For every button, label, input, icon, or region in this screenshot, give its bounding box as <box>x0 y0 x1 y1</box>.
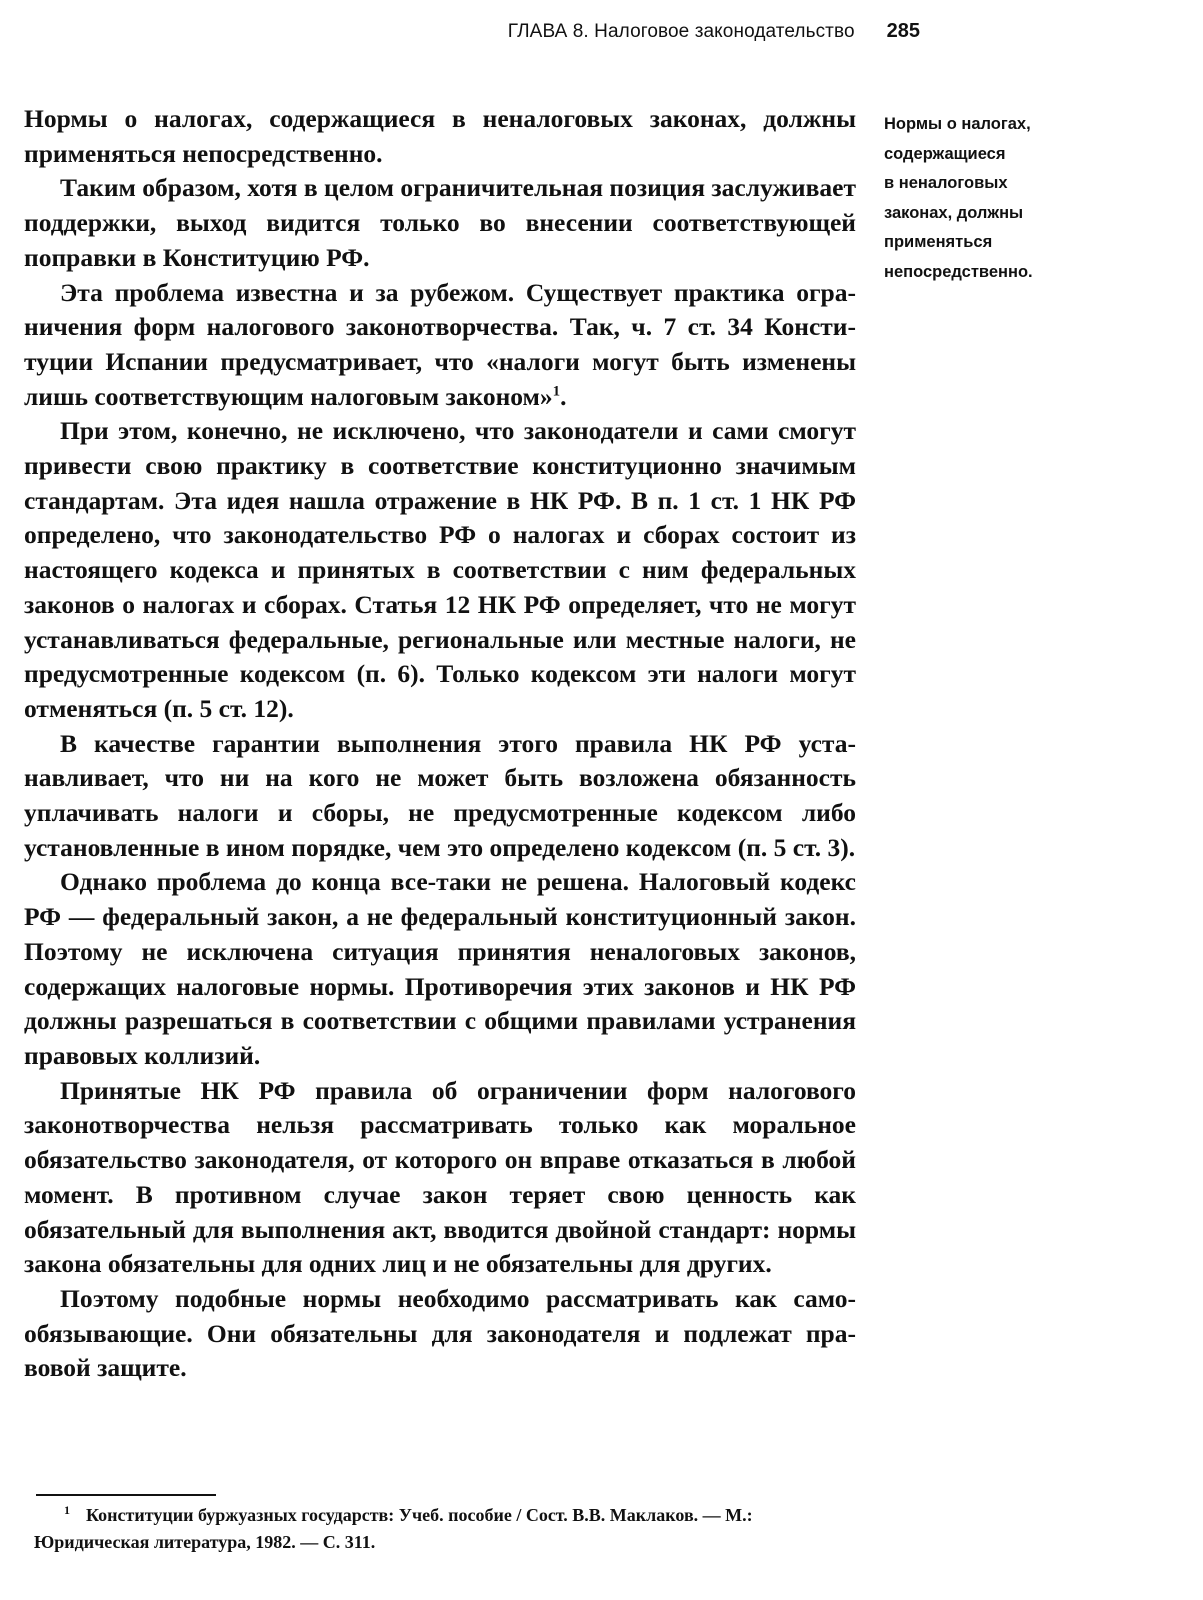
chapter-title: ГЛАВА 8. Налоговое законодательство <box>507 21 855 42</box>
footnote <box>36 1502 856 1556</box>
paragraph-5: В качестве гарантии выполнения этого правила НК РФ устанавливает, что ни на кого не может быть возложена обязанность уплачивать налоги и сборы, не предусмотренные кодексом либо установленные в ином порядке, чем это определено кодексом (п. 5 ст. 3). <box>24 728 856 862</box>
footnote-reference[interactable]: 1 <box>552 383 561 400</box>
margin-note-line: содержащиеся <box>884 144 1006 163</box>
main-text <box>24 102 856 1386</box>
footnote-mark: 1 <box>64 1503 70 1517</box>
footnote-divider <box>36 1494 216 1496</box>
paragraph-3-text: Эта проблема известна и за рубежом. Существует практика ограничения форм налогового законотворчества. Так, ч. 7 ст. 34 Конституции Испании предусматривает, что «налоги могут быть изменены лишь соответствующим налоговым законом» <box>24 277 856 411</box>
margin-note-line: в неналоговых <box>884 174 1008 192</box>
footnote-line-2: Юридическая литература, 1982. — С. 311. <box>34 1532 376 1552</box>
paragraph-7: Принятые НК РФ правила об ограничении форм налогового законотворчества нельзя рассматривать только как моральное обязательство законодателя, от которого он вправе отказаться в любой момент. В противном случае закон теряет свою ценность как обязательный для выполнения акт, вводится двойной стандарт: нормы закона обязательны для одних лиц и не обязательны для других. <box>24 1075 856 1279</box>
paragraph-4: При этом, конечно, не исключено, что законодатели и сами смогут привести свою практику в соответствие конституционно значимым стандартам. Эта идея нашла отражение в НК РФ. В п. 1 ст. 1 НК РФ определено, что законодательство РФ о налогах и сборах состоит из настоящего кодекса и принятых в соответствии с ним федеральных законов о налогах и сборах. Статья 12 НК РФ определяет, что не могут устанавливаться федеральные, региональные или местные налоги, не предусмотренные кодексом (п. 6). Только кодексом эти налоги могут отменяться (п. 5 ст. 12). <box>24 416 856 723</box>
margin-note-line: непосредственно. <box>884 262 1033 281</box>
paragraph-3-period: . <box>560 381 567 411</box>
page-number: 285 <box>886 20 920 42</box>
footnote-text-1: Конституции буржуазных государств: Учеб. пособие / Сост. В.В. Маклаков. — М.: <box>86 1505 753 1525</box>
paragraph-3 <box>24 276 856 415</box>
paragraph-2: Таким образом, хотя в целом ограничительная позиция заслуживает поддержки, выход видится только во внесении соответствующей поправки в Конституцию РФ. <box>24 173 856 272</box>
margin-note-line: законах, должны <box>884 203 1024 222</box>
footnote-line-1 <box>36 1502 856 1529</box>
paragraph-6: Однако проблема до конца все-таки не решена. Налоговый кодекс РФ — федеральный закон, а не федеральный конституционный закон. Поэтому не исключена ситуация принятия неналоговых законов, содержащих налоговые нормы. Противоречия этих законов и НК РФ должны разрешаться в соответствии с общими правилами устранения правовых коллизий. <box>24 867 856 1070</box>
running-header <box>400 20 920 43</box>
margin-note-line: Нормы о налогах, <box>884 115 1031 133</box>
margin-note <box>884 110 1084 287</box>
paragraph-8: Поэтому подобные нормы необходимо рассматривать как самообязывающие. Они обязательны для законодателя и подлежат правовой защите. <box>24 1283 856 1383</box>
margin-note-line: применяться <box>884 233 993 251</box>
paragraph-1: Нормы о налогах, содержащиеся в неналоговых законах, должны применяться непосредственно. <box>24 104 856 168</box>
